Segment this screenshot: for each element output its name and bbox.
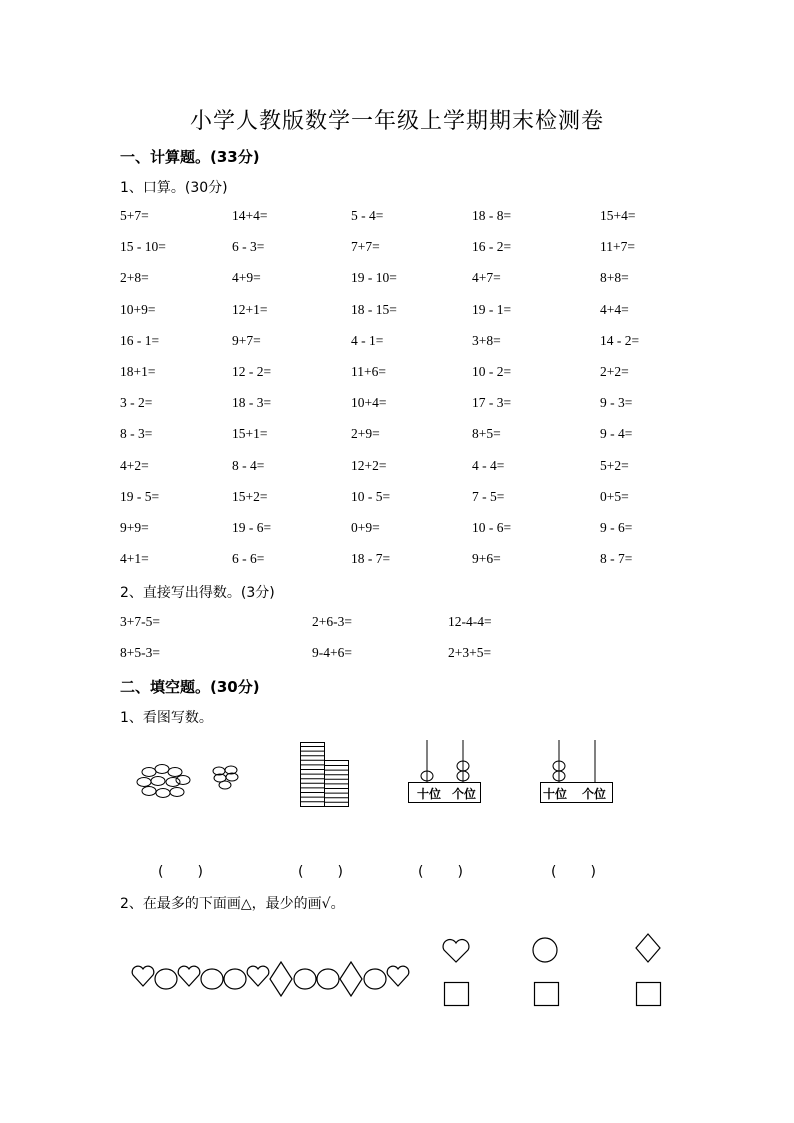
circle-icon [155, 969, 177, 989]
heart-icon [247, 966, 269, 986]
calc-item: 10+9= [120, 301, 156, 317]
calc-item: 8+5= [472, 426, 501, 442]
calc-item: 9 - 3= [600, 395, 633, 411]
calc-item: 15+2= [232, 488, 268, 504]
calc-item: 9-4+6= [312, 645, 352, 660]
heart-icon [132, 966, 154, 986]
calc-item: 3 - 2= [120, 395, 153, 411]
calc-item: 9+6= [472, 551, 501, 567]
answer-blank-4[interactable]: ( ) [551, 864, 598, 880]
calc-item: 4+9= [232, 270, 261, 286]
calc-item: 4+2= [120, 457, 149, 473]
calc-item: 18 - 8= [472, 208, 512, 223]
abacus-tens-label: 十位 [543, 787, 568, 801]
calc-item: 14 - 2= [600, 332, 640, 348]
calc-item: 3+8= [472, 332, 501, 348]
fill-q2-label: 2、在最多的下面画△，最少的画√。 [120, 896, 345, 912]
calc-item: 19 - 10= [351, 270, 397, 286]
abacus-figure-1 [406, 738, 482, 804]
abacus-ones-label: 个位 [452, 787, 477, 801]
calc-item: 8+5-3= [120, 645, 160, 660]
calc-item: 4+7= [472, 270, 501, 286]
calc-item: 2+2= [600, 364, 629, 379]
circle-icon [201, 969, 223, 989]
calc-item: 12+1= [232, 301, 268, 317]
calc-item: 16 - 1= [120, 332, 160, 348]
answer-blank-2[interactable]: ( ) [298, 864, 345, 880]
calc-item: 17 - 3= [472, 395, 512, 411]
section2-heading: 二、填空题。(30分) [120, 678, 260, 696]
calc-item: 16 - 2= [472, 239, 512, 255]
answer-box-circle [535, 983, 559, 1006]
calc-item: 2+8= [120, 270, 149, 286]
heart-icon [178, 966, 200, 986]
calc-item: 15+1= [232, 426, 268, 442]
calc-item: 5+2= [600, 457, 629, 473]
calc-item: 9+7= [232, 332, 261, 348]
calc-item: 6 - 6= [232, 551, 265, 567]
calc-item: 7+7= [351, 239, 380, 255]
calc-item: 19 - 1= [472, 301, 512, 317]
answer-blank-1[interactable]: ( ) [158, 864, 205, 880]
calc-item: 4 - 4= [472, 457, 505, 473]
calc-item: 18 - 15= [351, 301, 397, 317]
answer-box-diamond [637, 983, 661, 1006]
calc-item: 8 - 7= [600, 551, 633, 567]
calc-item: 2+9= [351, 426, 380, 442]
heart-icon [387, 966, 409, 986]
circle-icon [364, 969, 386, 989]
calc-item: 9 - 6= [600, 520, 633, 535]
circle-icon [294, 969, 316, 989]
shape-row-figure [130, 960, 410, 1000]
circle-icon [317, 969, 339, 989]
diamond-icon [270, 962, 292, 996]
calc-item: 12 - 2= [232, 364, 272, 379]
calc-item: 0+9= [351, 520, 380, 535]
abacus-figure-2 [538, 738, 614, 804]
calc-item: 10 - 6= [472, 520, 512, 535]
diamond-icon [340, 962, 362, 996]
section1-heading: 一、计算题。(33分) [120, 148, 260, 166]
calc-item: 12+2= [351, 457, 387, 473]
answer-blank-3[interactable]: ( ) [418, 864, 465, 880]
diamond-icon [636, 934, 660, 962]
calc-item: 10 - 2= [472, 364, 512, 379]
calc-item: 15+4= [600, 208, 636, 223]
fill-q1-label: 1、看图写数。 [120, 710, 213, 726]
calc-item: 2+6-3= [312, 614, 352, 629]
calc-item: 8 - 4= [232, 457, 265, 473]
shape-answer-boxes [440, 932, 670, 1008]
calc-item: 9 - 4= [600, 426, 633, 442]
bundle-sticks-figure [300, 742, 350, 808]
oval-groups-figure [135, 760, 245, 805]
heart-icon [443, 940, 469, 962]
calc-item: 19 - 6= [232, 520, 272, 535]
calc-item: 18+1= [120, 364, 156, 379]
abacus-ones-label: 个位 [582, 787, 607, 801]
calc-item: 18 - 3= [232, 395, 272, 411]
calc-item: 6 - 3= [232, 239, 265, 255]
calc-item: 0+5= [600, 488, 629, 504]
calc-item: 5+7= [120, 208, 149, 223]
calc-item: 8 - 3= [120, 426, 153, 442]
calc-item: 9+9= [120, 520, 149, 535]
q1-label: 1、口算。(30分) [120, 180, 228, 196]
abacus-tens-label: 十位 [417, 787, 442, 801]
calc-item: 10 - 5= [351, 488, 391, 504]
calc-item: 10+4= [351, 395, 387, 411]
calc-item: 8+8= [600, 270, 629, 286]
calc-item: 4+4= [600, 301, 629, 317]
calc-item: 3+7-5= [120, 614, 160, 629]
page-title: 小学人教版数学一年级上学期期末检测卷 [189, 109, 604, 134]
circle-icon [224, 969, 246, 989]
calc-item: 12-4-4= [448, 614, 492, 629]
calc-item: 15 - 10= [120, 239, 166, 255]
calc-item: 7 - 5= [472, 488, 505, 504]
answer-box-heart [445, 983, 469, 1006]
calc-item: 14+4= [232, 208, 268, 223]
calc-item: 4+1= [120, 551, 149, 567]
calc-item: 11+6= [351, 364, 386, 379]
calc-item: 2+3+5= [448, 645, 492, 660]
calc-item: 5 - 4= [351, 208, 384, 223]
calc-item: 4 - 1= [351, 332, 384, 348]
circle-icon [533, 938, 557, 962]
calc-item: 19 - 5= [120, 488, 160, 504]
q2-label: 2、直接写出得数。(3分) [120, 585, 275, 601]
calc-item: 18 - 7= [351, 551, 391, 567]
calc-item: 11+7= [600, 239, 635, 255]
